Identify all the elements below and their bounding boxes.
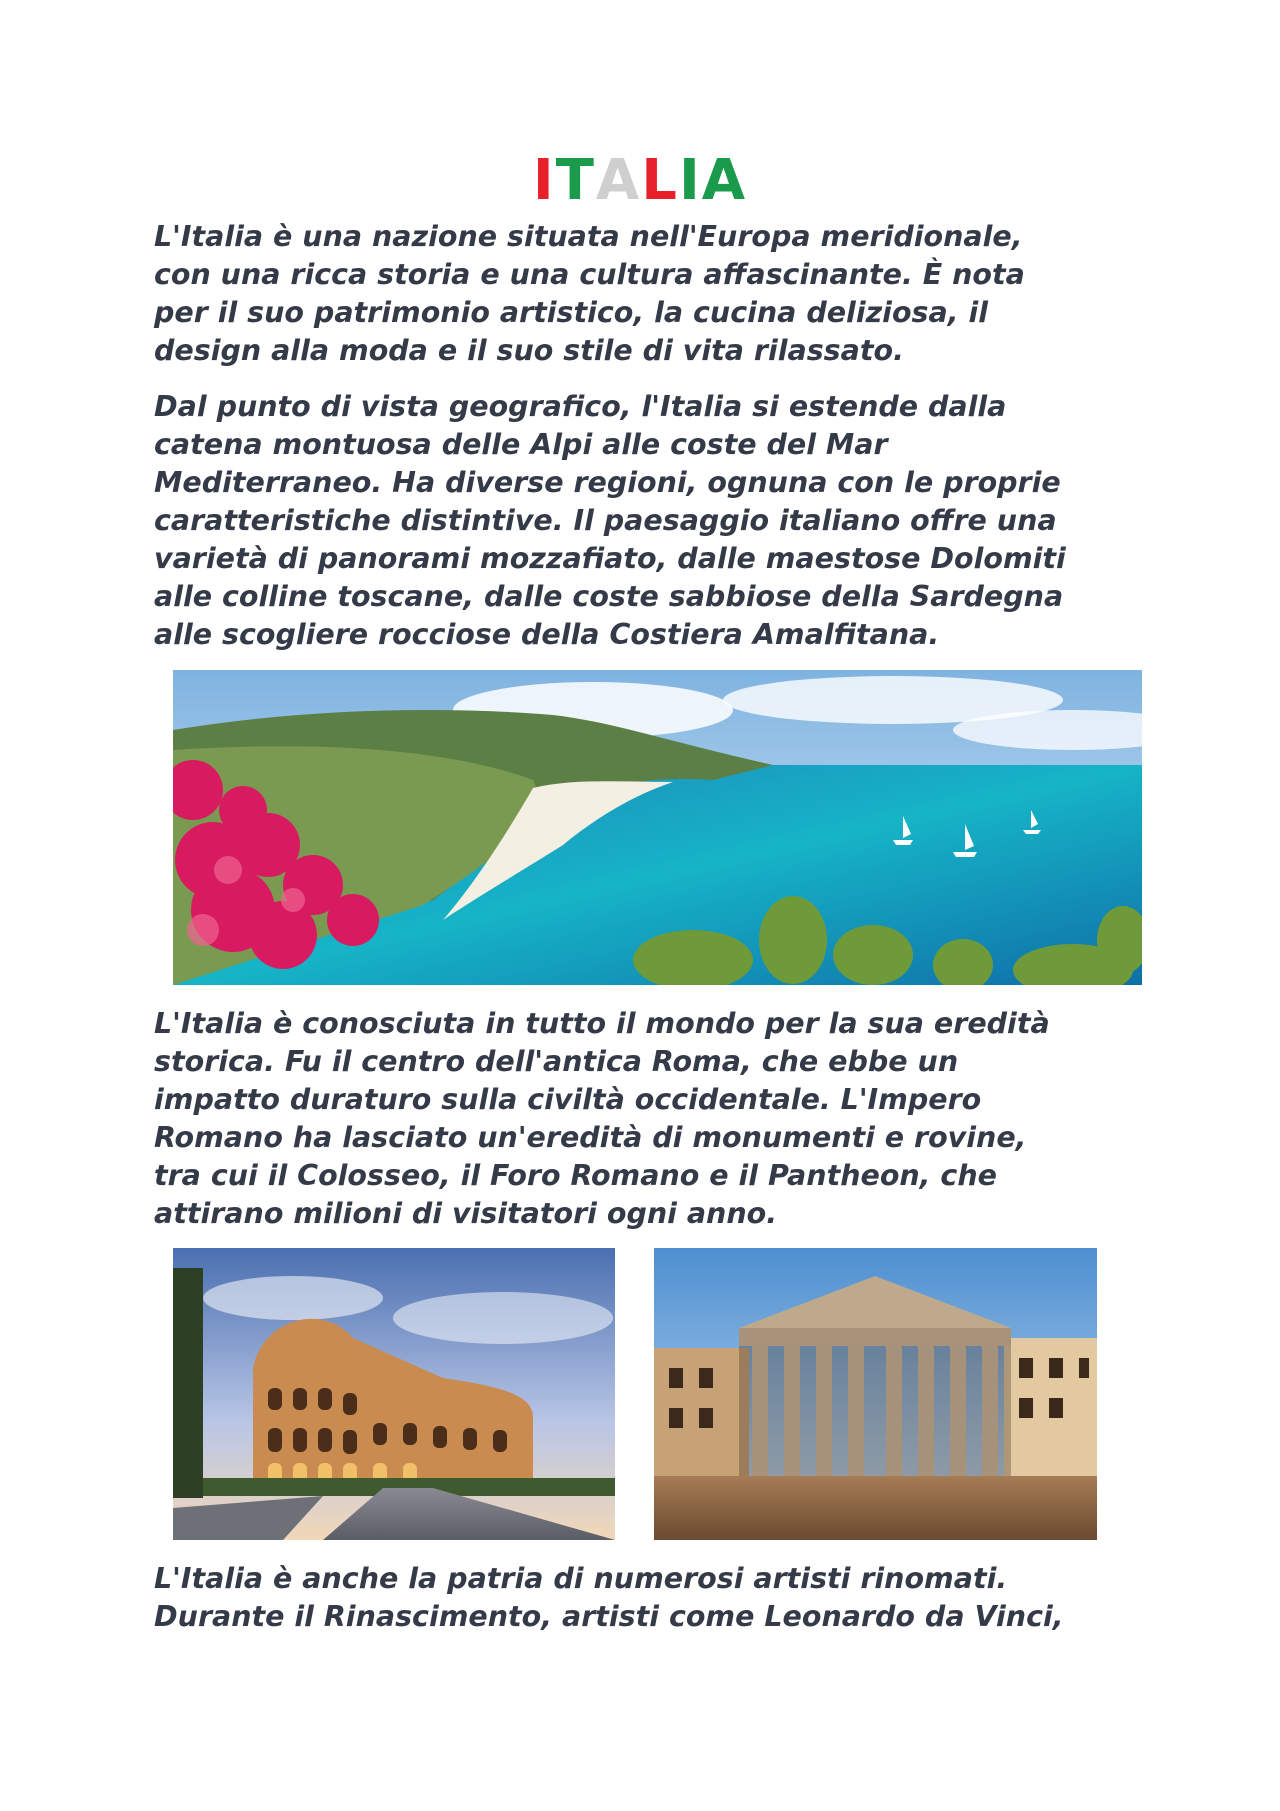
pantheon-illustration: [654, 1248, 1097, 1540]
colosseum-illustration: [173, 1248, 615, 1540]
paragraph-artists: L'Italia è anche la patria di numerosi artisti rinomati. Durante il Rinascimento, artisti come Leonardo da Vinci,: [154, 1562, 1064, 1633]
title-letter-5: I: [678, 148, 702, 213]
page-title: [0, 148, 1280, 214]
paragraph-geography: Dal punto di vista geografico, l'Italia si estende dalla catena montuosa delle Alpi alle coste del Mar Mediterraneo. Ha diverse regioni, ognuna con le proprie caratteristiche distintive. Il paesaggio italiano offre una varietà di panorami mozzafiato, dalle maestose Dolomiti alle colline toscane, dalle coste sabbiose della Sardegna alle scogliere rocciose della Costiera Amalfitana.: [154, 390, 1066, 651]
title-letter-3: A: [595, 148, 642, 213]
coastline-illustration: [173, 670, 1142, 985]
paragraph-history: L'Italia è conosciuta in tutto il mondo per la sua eredità storica. Fu il centro dell'antica Roma, che ebbe un impatto duraturo sulla civiltà occidentale. L'Impero Romano ha lasciato un'eredità di monumenti e rovine, tra cui il Colosseo, il Foro Romano e il Pantheon, che attirano milioni di visitatori ogni anno.: [154, 1007, 1050, 1230]
title-letter-1: I: [532, 148, 556, 213]
pantheon-photo: [654, 1248, 1097, 1540]
title-letter-4: L: [641, 148, 679, 213]
title-letter-2: T: [555, 148, 596, 213]
coastline-photo: [173, 670, 1142, 985]
colosseum-photo: [173, 1248, 615, 1540]
title-letter-6: A: [701, 148, 748, 213]
paragraph-intro: L'Italia è una nazione situata nell'Europa meridionale, con una ricca storia e una cultura affascinante. È nota per il suo patrimonio artistico, la cucina deliziosa, il design alla moda e il suo stile di vita rilassato.: [154, 220, 1025, 367]
